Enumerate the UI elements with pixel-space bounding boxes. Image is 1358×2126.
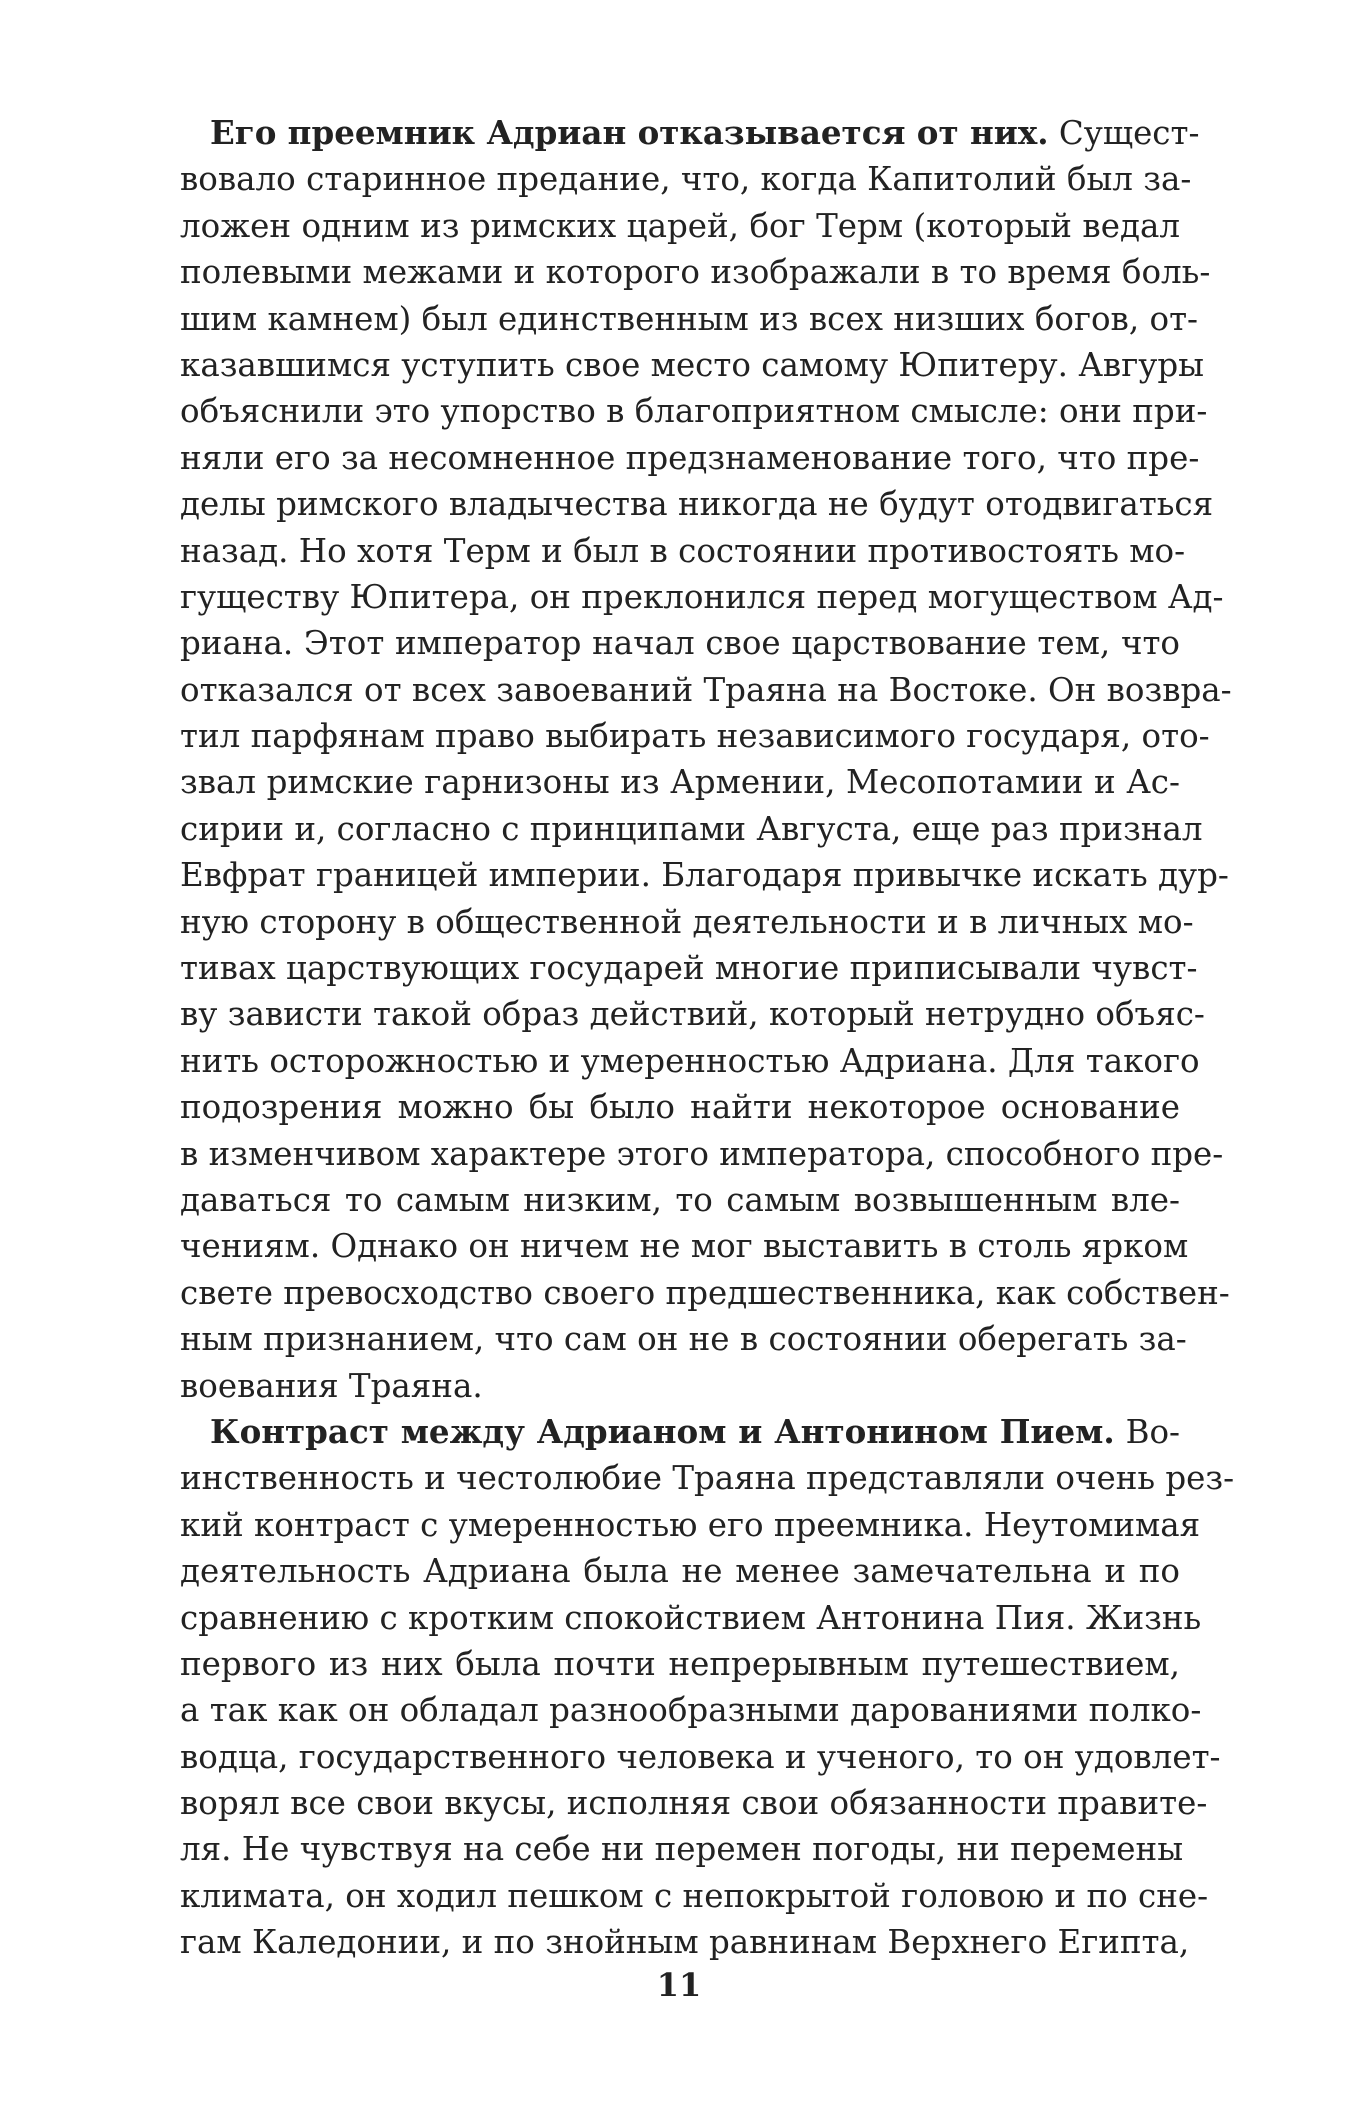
- text-line: ным признанием, что сам он не в состоянии оберегать за-: [180, 1320, 1187, 1359]
- text-line: деятельность Адриана была не менее замечательна и по: [180, 1552, 1180, 1591]
- text-line: подозрения можно бы было найти некоторое основание: [180, 1088, 1180, 1127]
- paragraph-2-heading: Контраст между Адрианом и Антонином Пием.: [210, 1411, 1115, 1451]
- text-line: Во-: [1114, 1412, 1180, 1451]
- text-line: ву зависти такой образ действий, который нетрудно объяс-: [180, 995, 1205, 1034]
- text-line: звал римские гарнизоны из Армении, Месопотамии и Ас-: [180, 763, 1180, 802]
- body-text: [180, 110, 1235, 1966]
- text-line: ля. Не чувствуя на себе ни перемен погоды, ни перемены: [180, 1830, 1184, 1869]
- text-line: гам Каледонии, и по знойным равнинам Верхнего Египта,: [180, 1923, 1190, 1962]
- text-line: свете превосходство своего предшественника, как собствен-: [180, 1273, 1230, 1312]
- text-line: климата, он ходил пешком с непокрытой головою и по сне-: [180, 1876, 1209, 1915]
- paragraph-1-heading: Его преемник Адриан отказывается от них.: [210, 113, 1049, 152]
- text-line: водца, государственного человека и ученого, то он удовлет-: [180, 1737, 1221, 1776]
- text-line: казавшимся уступить свое место самому Юпитеру. Авгуры: [180, 345, 1205, 384]
- text-line: тивах царствующих государей многие приписывали чувст-: [180, 949, 1198, 988]
- text-line: делы римского владычества никогда не будут отодвигаться: [180, 485, 1214, 524]
- text-line: а так как он обладал разнообразными дарованиями полко-: [180, 1691, 1202, 1730]
- text-line: Сущест-: [1048, 114, 1200, 152]
- text-line: няли его за несомненное предзнаменование того, что пре-: [180, 438, 1200, 477]
- text-line: воевания Траяна.: [180, 1366, 483, 1405]
- text-line: в изменчивом характере этого императора, способного пре-: [180, 1134, 1224, 1173]
- text-line: гуществу Юпитера, он преклонился перед могуществом Ад-: [180, 577, 1224, 616]
- text-line: тил парфянам право выбирать независимого государя, ото-: [180, 717, 1210, 756]
- paragraph-2-line-1: [180, 1409, 1180, 1455]
- text-line: нить осторожностью и умеренностью Адриана. Для такого: [180, 1041, 1200, 1080]
- text-line: объяснили это упорство в благоприятном смысле: они при-: [180, 392, 1208, 431]
- text-line: сирии и, согласно с принципами Августа, еще раз признал: [180, 809, 1203, 848]
- text-line: шим камнем) был единственным из всех низших богов, от-: [180, 299, 1199, 338]
- text-line: даваться то самым низким, то самым возвышенным вле-: [180, 1180, 1180, 1219]
- text-line: Евфрат границей империи. Благодаря привычке искать дур-: [180, 856, 1229, 895]
- text-line: инственность и честолюбие Траяна представляли очень рез-: [180, 1459, 1235, 1498]
- page-number: 11: [656, 1966, 702, 2004]
- text-line: ную сторону в общественной деятельности и в личных мо-: [180, 902, 1194, 941]
- text-line: вовало старинное предание, что, когда Капитолий был за-: [180, 160, 1192, 199]
- text-line: первого из них была почти непрерывным путешествием,: [180, 1644, 1180, 1683]
- text-line: сравнению с кротким спокойствием Антонина Пия. Жизнь: [180, 1598, 1202, 1637]
- text-line: полевыми межами и которого изображали в то время боль-: [180, 253, 1211, 292]
- text-line: чениям. Однако он ничем не мог выставить в столь ярком: [180, 1227, 1189, 1266]
- text-line: ложен одним из римских царей, бог Терм (который ведал: [180, 206, 1180, 245]
- text-line: кий контраст с умеренностью его преемника. Неутомимая: [180, 1505, 1201, 1544]
- text-line: ворял все свои вкусы, исполняя свои обязанности правите-: [180, 1784, 1208, 1823]
- text-line: риана. Этот император начал свое царствование тем, что: [180, 624, 1180, 663]
- text-line: отказался от всех завоеваний Траяна на Востоке. Он возвра-: [180, 670, 1232, 709]
- text-line: назад. Но хотя Терм и был в состоянии противостоять мо-: [180, 531, 1186, 570]
- paragraph-1-line-1: [180, 110, 1200, 156]
